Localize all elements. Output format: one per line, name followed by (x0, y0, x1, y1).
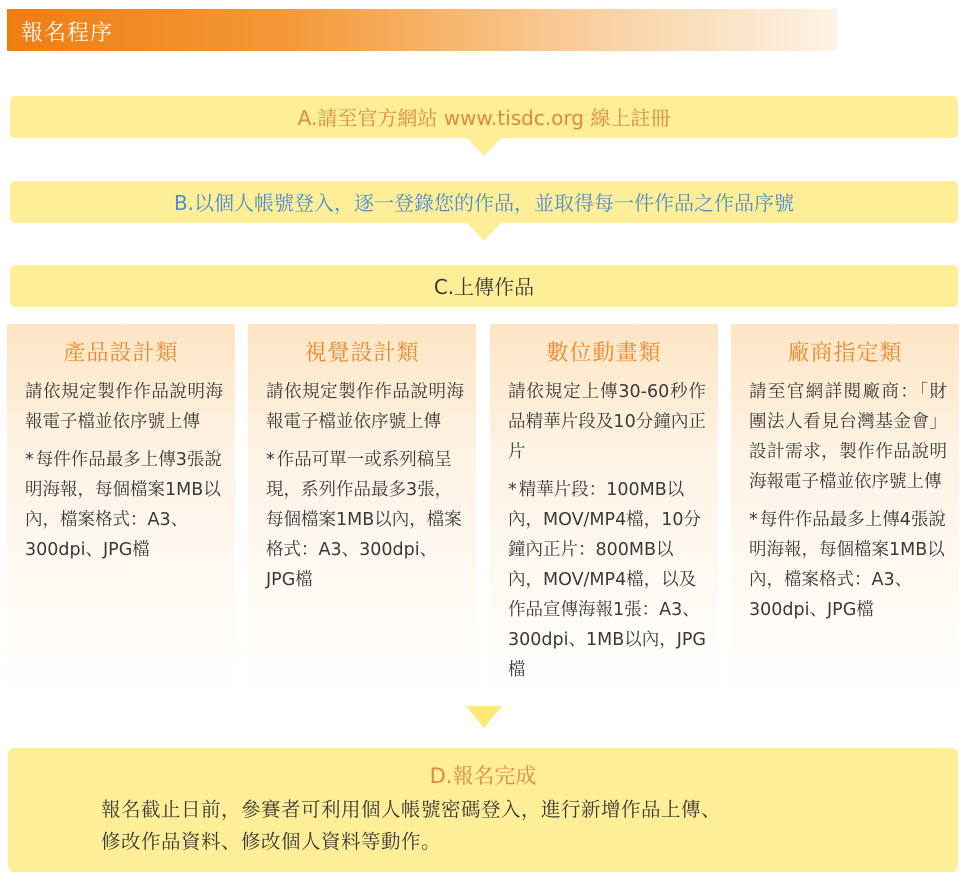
category-title: 產品設計類 (63, 341, 179, 366)
step-c-text: C.上傳作品 (433, 275, 535, 299)
step-b-text: B.以個人帳號登入，逐一登錄您的作品，並取得每一件作品之作品序號 (173, 191, 795, 215)
down-arrow-icon (467, 138, 501, 156)
step-d-line-1: 報名截止日前，參賽者可利用個人帳號密碼登入，進行新增作品上傳、 (101, 798, 722, 821)
category-title: 視覺設計類 (304, 341, 420, 366)
step-d-line-2: 修改作品資料、修改個人資料等動作。 (101, 830, 442, 853)
category-note-text: 作品可單一或系列稿呈現，系列作品最多3張，每個檔案1MB以內，檔案格式：A3、300dpi、JPG檔 (266, 450, 462, 590)
category-body: 請依規定製作作品說明海報電子檔並依序號上傳 (266, 382, 464, 432)
category-title: 數位動畫類 (546, 341, 662, 366)
category-product-design (7, 324, 235, 698)
category-body: 請依規定上傳30-60秒作品精華片段及10分鐘內正片 (508, 382, 706, 462)
category-visual-design (248, 324, 476, 698)
step-d-box (8, 748, 958, 872)
step-d-title: D.報名完成 (429, 764, 537, 788)
category-note-text: 精華片段：100MB以內，MOV/MP4檔，10分鐘內正片：800MB以內，MOV/MP4檔，以及作品宣傳海報1張：A3、300dpi、1MB以內，JPG檔 (508, 480, 706, 680)
category-note-text: 每件作品最多上傳4張說明海報，每個檔案1MB以內，檔案格式：A3、300dpi、JPG檔 (749, 510, 946, 620)
category-body: 請至官網詳閱廠商：「財團法人看見台灣基金會」設計需求，製作作品說明海報電子檔並依序號上傳 (749, 382, 947, 492)
step-c-bar (10, 265, 958, 307)
category-note (266, 445, 464, 595)
step-a-bar (10, 96, 958, 138)
category-sponsor-designated (731, 324, 959, 698)
asterisk-marker: * (749, 510, 758, 530)
category-note-text: 每件作品最多上傳3張說明海報，每個檔案1MB以內，檔案格式：A3、300dpi、JPG檔 (25, 450, 222, 560)
section-header (7, 9, 837, 51)
step-a-text: A.請至官方網站 www.tisdc.org 線上註冊 (297, 106, 671, 130)
category-title: 廠商指定類 (787, 341, 903, 366)
down-arrow-icon (467, 223, 501, 241)
asterisk-marker: * (266, 450, 275, 470)
down-arrow-icon (466, 706, 502, 728)
category-note (749, 505, 947, 625)
section-title: 報名程序 (21, 21, 114, 46)
category-note (508, 475, 706, 685)
category-note (25, 445, 223, 565)
step-b-bar (10, 181, 958, 223)
asterisk-marker: * (25, 450, 34, 470)
category-body: 請依規定製作作品說明海報電子檔並依序號上傳 (25, 382, 223, 432)
category-digital-animation (490, 324, 718, 698)
asterisk-marker: * (508, 480, 517, 500)
